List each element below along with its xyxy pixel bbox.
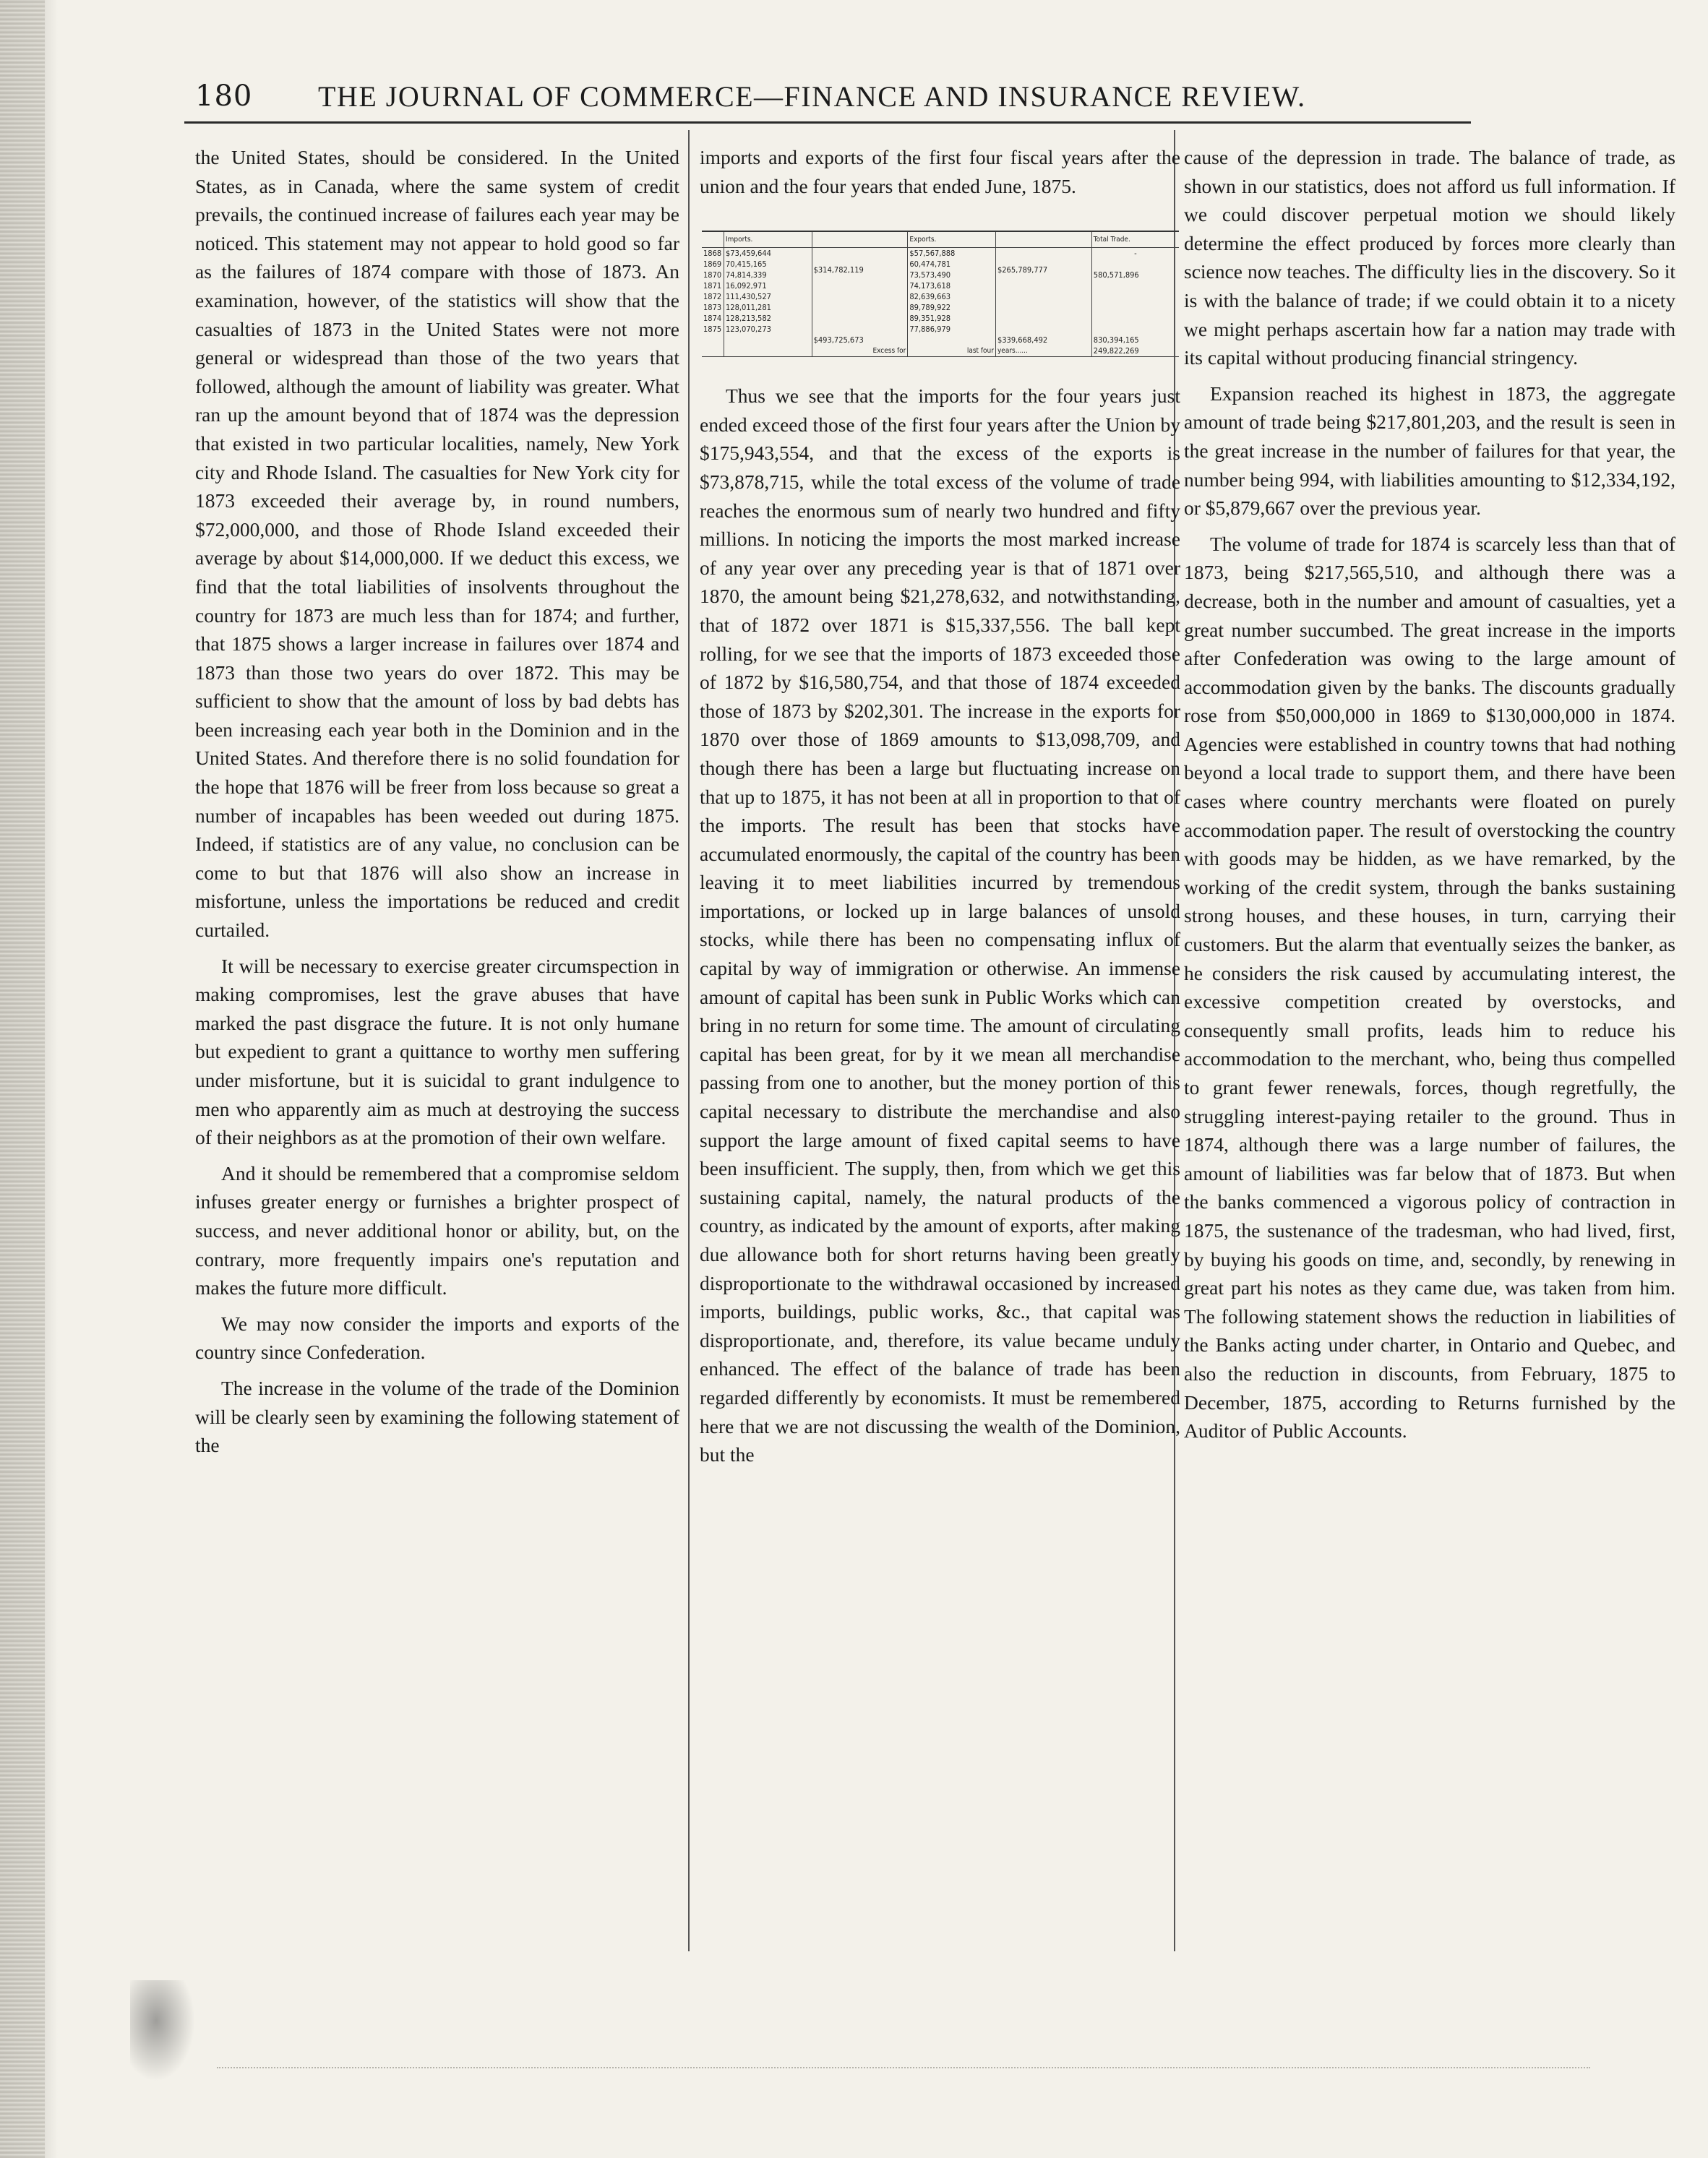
row-imports: 74,814,339 [724, 270, 812, 280]
col1-paragraph-4: We may now consider the imports and exports of the country since Confederation. [195, 1312, 679, 1364]
row-imports: 128,213,582 [724, 313, 812, 324]
note-excess-for: Excess for [812, 345, 908, 357]
running-title: THE JOURNAL OF COMMERCE—FINANCE AND INSURANCE REVIEW. [318, 80, 1306, 113]
row-year: 1868 [702, 248, 724, 259]
col1-paragraph-5: The increase in the volume of the trade of the Dominion will be clearly seen by examining the following statement of the [195, 1376, 679, 1457]
page-number: 180 [195, 79, 253, 113]
row-exports: 77,886,979 [908, 324, 996, 335]
row-exports: 89,351,928 [908, 313, 996, 324]
first-period-imports-total: $314,782,119 [812, 248, 908, 292]
second-period-trade-total: 830,394,165 [1093, 335, 1139, 345]
row-imports: 123,070,273 [724, 324, 812, 335]
row-exports: 82,639,663 [908, 291, 996, 302]
second-period-imports-total-cell [812, 291, 908, 335]
scan-edge-noise [217, 2067, 1590, 2083]
year-header [702, 231, 724, 248]
row-exports: 89,789,922 [908, 302, 996, 313]
row-year: 1871 [702, 280, 724, 291]
note-years: years...... [995, 345, 1091, 357]
trade-statement [700, 231, 1180, 357]
col3-paragraph-2: Expansion reached its highest in 1873, the aggregate amount of trade being $217,801,203, and the result is seen in the great increase in the number of failures for that year, the number being 994, with liabilities amounting to $12,334,192, or $5,879,667 over the previous year. [1184, 382, 1675, 520]
page-header [195, 79, 1460, 117]
table-row [702, 291, 1179, 302]
total-dash: - [1134, 249, 1137, 259]
column-3 [1184, 143, 1675, 1453]
first-period-trade-total: 580,571,896 [1093, 270, 1139, 280]
binding-edge [0, 0, 45, 2158]
header-rule [184, 121, 1471, 124]
table-totals-row [702, 335, 1179, 345]
col2-paragraph-1: imports and exports of the first four fiscal years after the union and the four years that ended June, 1875. [700, 146, 1180, 197]
second-period-imports-total: $493,725,673 [812, 335, 908, 345]
row-year: 1870 [702, 270, 724, 280]
row-imports: 111,430,527 [724, 291, 812, 302]
col2-paragraph-2: Thus we see that the imports for the four years just ended exceed those of the first four years after the Union by $175,943,554, and that the excess of the exports is $73,878,715, while the total excess of the volume of trade reaches the enormous sum of nearly two hundred and fifty millions. In noticing the imports the most marked increase of any year over any preceding year is that of 1871 over 1870, the amount being $21,278,632, and notwithstanding, that of 1872 over 1871 is $15,337,556. The ball kept rolling, for we see that the imports of 1873 exceeded those of 1872 by $16,580,754, and that those of 1874 exceeded those of 1873 by $202,301. The increase in the exports for 1870 over those of 1869 amounts to $13,098,709, and though there has been a large but fluctuating increase on that up to 1875, it has not been at all in proportion to that of the imports. The result has been that stocks have accumulated enormously, the capital of the country has been leaving it to meet liabilities incurred by tremendous importations, or locked up in large balances of unsold stocks, while there has been no compensating influx of capital by way of immigration or otherwise. An immense amount of capital has been sunk in Public Works which can bring in no return for some time. The amount of circulating capital has been great, for by it we mean all merchandise passing from one to another, but the money portion of this capital necessary to distribute the merchandise and also support the large amount of fixed capital seems to have been insufficient. The supply, then, from which we get this sustaining capital, namely, the natural products of the country, as indicated by the amount of exports, after making due allowance both for short returns having been greatly disproportionate to the withdrawal occasioned by increased imports, buildings, public works, &c., that capital was disproportionate, and, therefore, its value became unduly enhanced. The effect of the balance of trade has been regarded differently by economists. It must be remembered here that we are not discussing the wealth of the Dominion, but the [700, 384, 1180, 1466]
row-year: 1872 [702, 291, 724, 302]
col3-paragraph-1: cause of the depression in trade. The balance of trade, as shown in our statistics, does not afford us full information. If we could discover perpetual motion we should likely determine the effect produced by forces more clearly than science now teaches. The difficulty lies in the discovery. So it is with the balance of trade; if we could obtain it to a nicety we might perhaps ascertain how far a nation may trade with its capital without producing financial stringency. [1184, 146, 1675, 369]
second-period-trade-total-cell [1091, 291, 1179, 335]
total-trade-header: Total Trade. [1091, 231, 1179, 248]
exports-total-header [995, 231, 1091, 248]
column-2 [700, 143, 1180, 1476]
row-exports: 74,173,618 [908, 280, 996, 291]
column-1 [195, 143, 679, 1467]
row-exports: 60,474,781 [908, 259, 996, 270]
trade-table [702, 231, 1179, 357]
row-year: 1874 [702, 313, 724, 324]
second-period-exports-total: $339,668,492 [995, 335, 1091, 345]
row-exports: $57,567,888 [908, 248, 996, 259]
table-note-row [702, 345, 1179, 357]
row-imports: 16,092,971 [724, 280, 812, 291]
column-divider-1 [688, 130, 690, 1951]
row-year: 1875 [702, 324, 724, 335]
first-period-exports-total: $265,789,777 [995, 248, 1091, 292]
table-row [702, 259, 1179, 270]
excess-trade: 249,822,269 [1091, 345, 1179, 357]
second-period-exports-total-cell [995, 291, 1091, 335]
imports-total-header [812, 231, 908, 248]
imports-header: Imports. [724, 231, 812, 248]
col3-paragraph-3: The volume of trade for 1874 is scarcely less than that of 1873, being $217,565,510, and although there was a decrease, both in the number and amount of casualties, yet a great number succumbed. The great increase in the imports after Confederation was owing to the large amount of accommodation given by the banks. The discounts gradually rose from $50,000,000 in 1869 to $130,000,000 in 1874. Agencies were established in country towns that had nothing beyond a local trade to support them, and there have been cases where country merchants were floated on purely accommodation paper. The result of overstocking the country with goods may be hidden, as we have remarked, by the working of the credit system, through the banks sustaining strong houses, and these houses, in turn, carrying their customers. But the alarm that eventually seizes the banker, as he considers the risk caused by accumulating interest, the excessive competition created by overstocks, and consequently small profits, leads him to reduce his accommodation to the merchant, who, being thus compelled to grant fewer renewals, forces, though regretfully, the struggling interest-paying retailer to the ground. Thus in 1874, although there was a large number of failures, the amount of liabilities was far below that of 1873. But when the banks commenced a vigorous policy of contraction in 1875, the sustenance of the tradesman, who had lived, first, by buying his goods on time, and, secondly, by renewing in great part his notes as they came due, was taken from him. The following statement shows the reduction in liabilities of the Banks acting under charter, in Ontario and Quebec, and also the reduction in discounts, from February, 1875 to December, 1875, according to Returns furnished by the Auditor of Public Accounts. [1184, 532, 1675, 1443]
col1-paragraph-1: the United States, should be considered. In the United States, as in Canada, where the same system of credit prevails, the continued increase of failures each year may be noticed. This statement may not appear to hold good so far as the failures of 1874 compare with those of 1873. An examination, however, of the statistics will show that the casualties of 1873 in the United States were not more general or widespread than those of the two years that followed, although the amount of liability was greater. What ran up the amount beyond that of 1874 was the depression that existed in two particular localities, namely, New York city and Rhode Island. The casualties for New York city for 1873 exceeded their average by, in round numbers, $72,000,000, and those of Rhode Island exceeded their average by about $14,000,000. If we deduct this excess, we find that the total liabilities of insolvents throughout the country for 1873 are much less than for 1874; and further, that 1875 shows a larger increase in failures over 1874 and 1873 than those two years do over 1872. This may be sufficient to show that the amount of loss by bad debts has been increasing each year both in the Dominion and in the United States. And therefore there is no solid foundation for the hope that 1876 will be freer from loss because so great a number of incapables has been weeded out during 1875. Indeed, if statistics are of any value, no conclusion can be come to but that 1876 will also show an increase in misfortune, unless the importations be reduced and credit curtailed. [195, 146, 679, 942]
row-imports: 70,415,165 [724, 259, 812, 270]
row-year: 1869 [702, 259, 724, 270]
col1-paragraph-3: And it should be remembered that a compromise seldom infuses greater energy or furnishes a brighter prospect of success, and never additional honor or ability, but, on the contrary, more frequently impairs one's reputation and makes the future more difficult. [195, 1161, 679, 1299]
row-year: 1873 [702, 302, 724, 313]
row-imports: $73,459,644 [724, 248, 812, 259]
table-row [702, 248, 1179, 259]
exports-header: Exports. [908, 231, 996, 248]
col1-paragraph-2: It will be necessary to exercise greater circumspection in making compromises, lest the grave abuses that have marked the past disgrace the future. It is not only humane but expedient to grant a quittance to worthy men suffering under misfortune, but it is suicidal to grant indulgence to men who apparently aim as much at destroying the success of their neighbors as at the promotion of their own welfare. [195, 954, 679, 1149]
row-exports: 73,573,490 [908, 270, 996, 280]
scan-blot [130, 1980, 195, 2081]
note-last-four: last four [908, 345, 996, 357]
row-imports: 128,011,281 [724, 302, 812, 313]
